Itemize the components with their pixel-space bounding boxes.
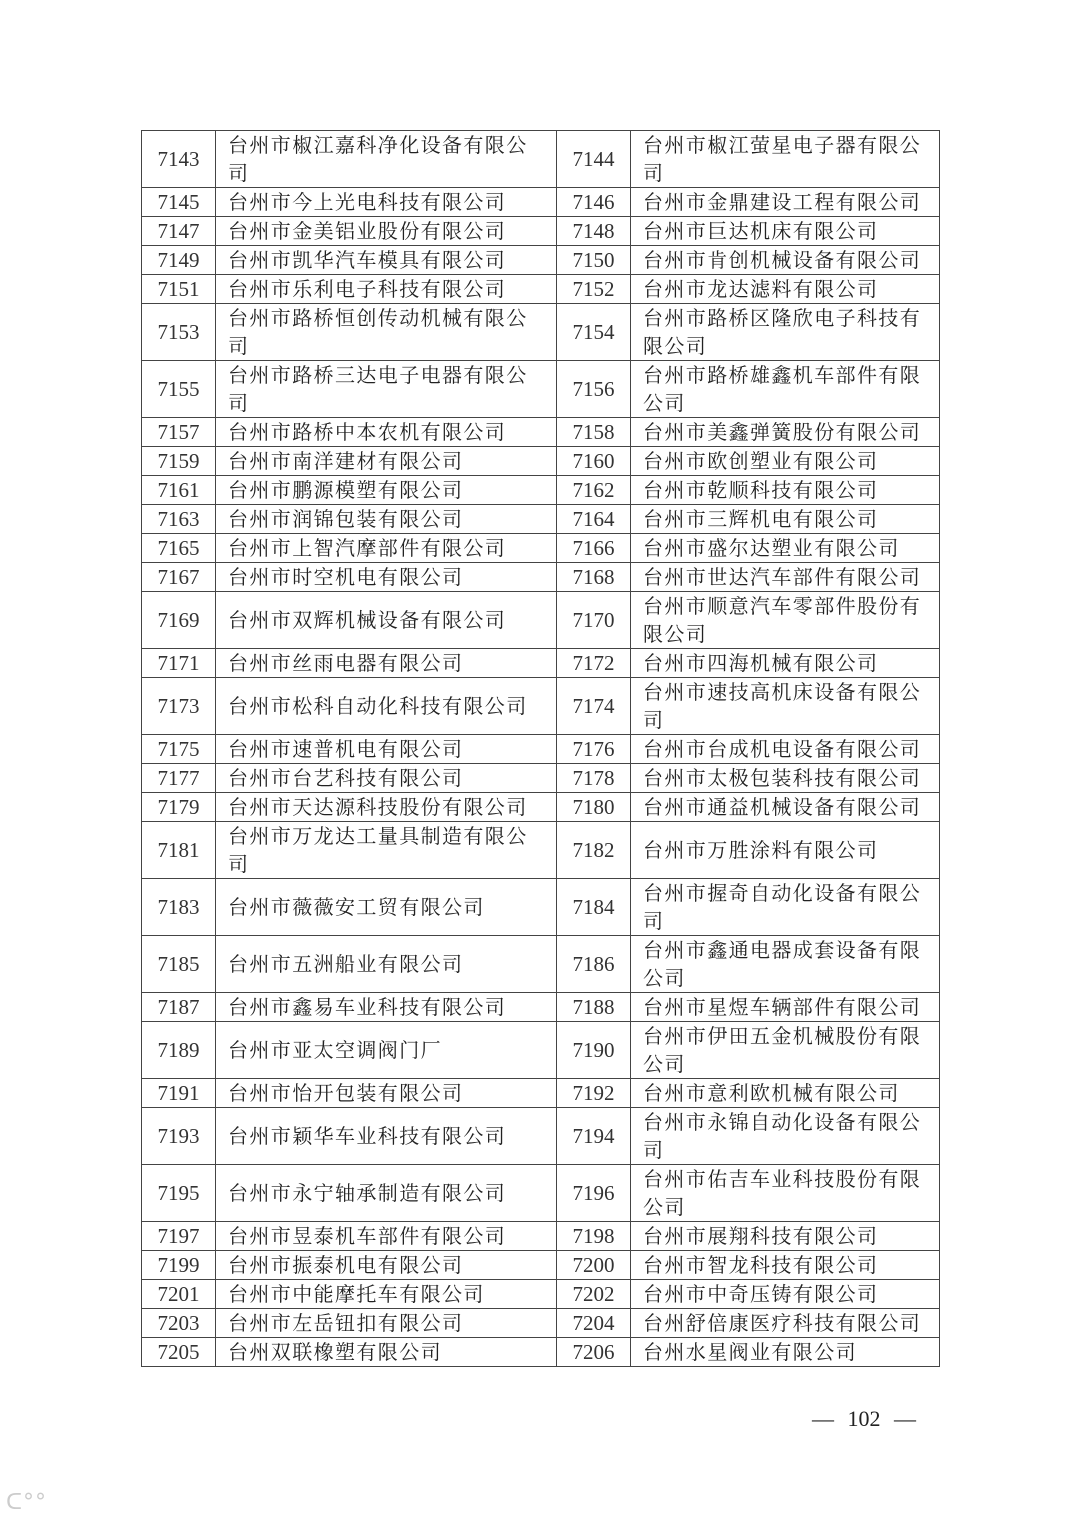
company-name: 台州市亚太空调阀门厂: [228, 1038, 442, 1062]
table-row: [142, 476, 940, 505]
entry-number: 7179: [142, 793, 216, 822]
company-name: 台州市丝雨电器有限公司: [228, 651, 464, 675]
company-name-cell: [216, 304, 557, 361]
company-name-cell: [631, 993, 940, 1022]
entry-number: 7181: [142, 822, 216, 879]
company-name-cell: [631, 418, 940, 447]
watermark-logo: [6, 1490, 47, 1515]
company-name: 台州市意利欧机械有限公司: [643, 1081, 900, 1105]
entry-number: 7206: [557, 1338, 631, 1367]
company-name: 台州市佑吉车业科技股份有限公司: [643, 1167, 922, 1219]
table-row: [142, 217, 940, 246]
company-name-cell: [631, 649, 940, 678]
table-row: [142, 592, 940, 649]
entry-number: 7155: [142, 361, 216, 418]
company-name: 台州市乐利电子科技有限公司: [228, 277, 507, 301]
company-name-cell: [216, 1309, 557, 1338]
company-name: 台州市美鑫弹簧股份有限公司: [643, 420, 922, 444]
company-list-table: [141, 130, 940, 1367]
company-name-cell: [216, 1280, 557, 1309]
company-name: 台州市肯创机械设备有限公司: [643, 248, 922, 272]
table-row: [142, 1309, 940, 1338]
entry-number: 7158: [557, 418, 631, 447]
company-name: 台州市路桥三达电子电器有限公司: [228, 363, 528, 415]
company-name-cell: [631, 1309, 940, 1338]
company-name: 台州市路桥雄鑫机车部件有限公司: [643, 363, 922, 415]
entry-number: 7194: [557, 1108, 631, 1165]
company-name-cell: [216, 592, 557, 649]
entry-number: 7156: [557, 361, 631, 418]
entry-number: 7202: [557, 1280, 631, 1309]
company-name: 台州市通益机械设备有限公司: [643, 795, 922, 819]
entry-number: 7173: [142, 678, 216, 735]
entry-number: 7172: [557, 649, 631, 678]
company-name-cell: [216, 1022, 557, 1079]
page-number: — 102 —: [812, 1406, 916, 1431]
table-row: [142, 1022, 940, 1079]
company-name-cell: [631, 1108, 940, 1165]
company-name: 台州市天达源科技股份有限公司: [228, 795, 528, 819]
entry-number: 7190: [557, 1022, 631, 1079]
company-name-cell: [631, 764, 940, 793]
company-name-cell: [631, 879, 940, 936]
table-row: [142, 188, 940, 217]
table-row: [142, 534, 940, 563]
company-name: 台州市顺意汽车零部件股份有限公司: [643, 594, 922, 646]
company-name-cell: [216, 1222, 557, 1251]
company-name: 台州市太极包装科技有限公司: [643, 766, 922, 790]
company-name: 台州市欧创塑业有限公司: [643, 449, 879, 473]
entry-number: 7163: [142, 505, 216, 534]
company-name-cell: [216, 217, 557, 246]
company-name-cell: [631, 793, 940, 822]
company-name: 台州市永锦自动化设备有限公司: [643, 1110, 922, 1162]
company-name-cell: [216, 793, 557, 822]
company-name: 台州市速技高机床设备有限公司: [643, 680, 922, 732]
company-name-cell: [216, 275, 557, 304]
entry-number: 7203: [142, 1309, 216, 1338]
entry-number: 7164: [557, 505, 631, 534]
company-name: 台州市展翔科技有限公司: [643, 1224, 879, 1248]
company-name: 台州市鹏源模塑有限公司: [228, 478, 464, 502]
entry-number: 7145: [142, 188, 216, 217]
entry-number: 7197: [142, 1222, 216, 1251]
company-name: 台州市颖华车业科技有限公司: [228, 1124, 507, 1148]
entry-number: 7199: [142, 1251, 216, 1280]
entry-number: 7196: [557, 1165, 631, 1222]
company-name-cell: [631, 678, 940, 735]
company-name: 台州市星煜车辆部件有限公司: [643, 995, 922, 1019]
company-name: 台州市怡开包装有限公司: [228, 1081, 464, 1105]
company-name: 台州市鑫易车业科技有限公司: [228, 995, 507, 1019]
entry-number: 7187: [142, 993, 216, 1022]
company-name: 台州市椒江萤星电子器有限公司: [643, 133, 922, 185]
company-name-cell: [631, 505, 940, 534]
company-name-cell: [216, 1251, 557, 1280]
company-name-cell: [216, 1338, 557, 1367]
table-row: [142, 361, 940, 418]
company-name-cell: [216, 879, 557, 936]
entry-number: 7171: [142, 649, 216, 678]
company-name: 台州市南洋建材有限公司: [228, 449, 464, 473]
entry-number: 7180: [557, 793, 631, 822]
entry-number: 7189: [142, 1022, 216, 1079]
company-name: 台州市伊田五金机械股份有限公司: [643, 1024, 922, 1076]
company-name: 台州市智龙科技有限公司: [643, 1253, 879, 1277]
company-name: 台州市振泰机电有限公司: [228, 1253, 464, 1277]
company-name-cell: [631, 822, 940, 879]
company-name-cell: [216, 563, 557, 592]
company-name: 台州市金鼎建设工程有限公司: [643, 190, 922, 214]
entry-number: 7150: [557, 246, 631, 275]
table-row: [142, 1338, 940, 1367]
entry-number: 7157: [142, 418, 216, 447]
company-name: 台州市台艺科技有限公司: [228, 766, 464, 790]
company-name-cell: [216, 418, 557, 447]
company-name: 台州市万胜涂料有限公司: [643, 838, 879, 862]
table-row: [142, 1108, 940, 1165]
entry-number: 7149: [142, 246, 216, 275]
table-row: [142, 1079, 940, 1108]
entry-number: 7146: [557, 188, 631, 217]
entry-number: 7186: [557, 936, 631, 993]
company-name: 台州市松科自动化科技有限公司: [228, 694, 528, 718]
company-name-cell: [216, 649, 557, 678]
company-name: 台州市路桥中本农机有限公司: [228, 420, 507, 444]
entry-number: 7165: [142, 534, 216, 563]
entry-number: 7162: [557, 476, 631, 505]
company-name: 台州市乾顺科技有限公司: [643, 478, 879, 502]
table-row: [142, 418, 940, 447]
company-name-cell: [631, 217, 940, 246]
entry-number: 7170: [557, 592, 631, 649]
company-name-cell: [216, 1079, 557, 1108]
table-row: [142, 246, 940, 275]
entry-number: 7183: [142, 879, 216, 936]
company-name-cell: [216, 735, 557, 764]
company-name-cell: [216, 447, 557, 476]
entry-number: 7176: [557, 735, 631, 764]
table-row: [142, 764, 940, 793]
company-name: 台州市三辉机电有限公司: [643, 507, 879, 531]
company-name-cell: [216, 534, 557, 563]
company-name-cell: [631, 476, 940, 505]
company-name-cell: [631, 1338, 940, 1367]
company-name: 台州市金美铝业股份有限公司: [228, 219, 507, 243]
company-name: 台州市时空机电有限公司: [228, 565, 464, 589]
company-name-cell: [631, 304, 940, 361]
company-name-cell: [631, 1222, 940, 1251]
table-row: [142, 131, 940, 188]
company-name-cell: [631, 936, 940, 993]
company-name-cell: [216, 505, 557, 534]
company-name: 台州市世达汽车部件有限公司: [643, 565, 922, 589]
table-row: [142, 505, 940, 534]
company-name-cell: [631, 592, 940, 649]
company-name-cell: [216, 361, 557, 418]
entry-number: 7182: [557, 822, 631, 879]
table-row: [142, 822, 940, 879]
company-name-cell: [631, 447, 940, 476]
entry-number: 7161: [142, 476, 216, 505]
company-name-cell: [216, 246, 557, 275]
entry-number: 7160: [557, 447, 631, 476]
company-name-cell: [631, 1165, 940, 1222]
entry-number: 7188: [557, 993, 631, 1022]
company-name-cell: [631, 131, 940, 188]
entry-number: 7191: [142, 1079, 216, 1108]
company-name-cell: [631, 735, 940, 764]
company-name: 台州市中奇压铸有限公司: [643, 1282, 879, 1306]
watermark-icon: ᑕ°°: [6, 1490, 48, 1515]
company-name: 台州市永宁轴承制造有限公司: [228, 1181, 507, 1205]
company-name: 台州市椒江嘉科净化设备有限公司: [228, 133, 528, 185]
company-name: 台州市左岳钮扣有限公司: [228, 1311, 464, 1335]
company-name: 台州市盛尔达塑业有限公司: [643, 536, 900, 560]
company-name: 台州市台成机电设备有限公司: [643, 737, 922, 761]
entry-number: 7159: [142, 447, 216, 476]
entry-number: 7198: [557, 1222, 631, 1251]
entry-number: 7167: [142, 563, 216, 592]
table-row: [142, 793, 940, 822]
entry-number: 7193: [142, 1108, 216, 1165]
entry-number: 7153: [142, 304, 216, 361]
table-row: [142, 1251, 940, 1280]
table-body: [142, 131, 940, 1367]
company-name: 台州市薇薇安工贸有限公司: [228, 895, 485, 919]
company-name: 台州市五洲船业有限公司: [228, 952, 464, 976]
entry-number: 7144: [557, 131, 631, 188]
company-name-cell: [216, 1108, 557, 1165]
company-name: 台州市今上光电科技有限公司: [228, 190, 507, 214]
company-name-cell: [631, 361, 940, 418]
company-name: 台州市四海机械有限公司: [643, 651, 879, 675]
table-row: [142, 563, 940, 592]
entry-number: 7178: [557, 764, 631, 793]
company-name: 台州市路桥恒创传动机械有限公司: [228, 306, 528, 358]
company-name-cell: [216, 131, 557, 188]
company-name-cell: [216, 936, 557, 993]
company-name: 台州市双辉机械设备有限公司: [228, 608, 507, 632]
entry-number: 7147: [142, 217, 216, 246]
company-name-cell: [631, 1079, 940, 1108]
entry-number: 7201: [142, 1280, 216, 1309]
company-name: 台州市润锦包装有限公司: [228, 507, 464, 531]
company-name: 台州双联橡塑有限公司: [228, 1340, 442, 1364]
company-name: 台州市万龙达工量具制造有限公司: [228, 824, 528, 876]
company-name: 台州水星阀业有限公司: [643, 1340, 857, 1364]
table-row: [142, 1280, 940, 1309]
company-name-cell: [216, 476, 557, 505]
entry-number: 7200: [557, 1251, 631, 1280]
entry-number: 7166: [557, 534, 631, 563]
company-name: 台州市路桥区隆欣电子科技有限公司: [643, 306, 922, 358]
entry-number: 7205: [142, 1338, 216, 1367]
company-name-cell: [216, 188, 557, 217]
entry-number: 7169: [142, 592, 216, 649]
company-name: 台州市龙达滤料有限公司: [643, 277, 879, 301]
entry-number: 7185: [142, 936, 216, 993]
company-name-cell: [631, 1251, 940, 1280]
company-name-cell: [631, 1280, 940, 1309]
entry-number: 7151: [142, 275, 216, 304]
table-row: [142, 735, 940, 764]
entry-number: 7204: [557, 1309, 631, 1338]
company-name-cell: [216, 822, 557, 879]
table-row: [142, 649, 940, 678]
entry-number: 7192: [557, 1079, 631, 1108]
company-name-cell: [216, 764, 557, 793]
company-name-cell: [631, 188, 940, 217]
table-row: [142, 304, 940, 361]
table-row: [142, 1222, 940, 1251]
entry-number: 7152: [557, 275, 631, 304]
table-row: [142, 447, 940, 476]
company-name: 台州市中能摩托车有限公司: [228, 1282, 485, 1306]
table-row: [142, 936, 940, 993]
company-name-cell: [631, 246, 940, 275]
entry-number: 7195: [142, 1165, 216, 1222]
table-row: [142, 879, 940, 936]
company-name-cell: [631, 275, 940, 304]
company-name-cell: [631, 563, 940, 592]
company-name: 台州舒倍康医疗科技有限公司: [643, 1311, 922, 1335]
company-name-cell: [216, 678, 557, 735]
company-name-cell: [631, 534, 940, 563]
company-name: 台州市凯华汽车模具有限公司: [228, 248, 507, 272]
company-name: 台州市上智汽摩部件有限公司: [228, 536, 507, 560]
entry-number: 7154: [557, 304, 631, 361]
company-name-cell: [631, 1022, 940, 1079]
table-row: [142, 275, 940, 304]
table-row: [142, 993, 940, 1022]
table-row: [142, 1165, 940, 1222]
table-row: [142, 678, 940, 735]
entry-number: 7143: [142, 131, 216, 188]
company-name: 台州市巨达机床有限公司: [643, 219, 879, 243]
company-name: 台州市昱泰机车部件有限公司: [228, 1224, 507, 1248]
entry-number: 7174: [557, 678, 631, 735]
entry-number: 7177: [142, 764, 216, 793]
entry-number: 7184: [557, 879, 631, 936]
company-name: 台州市速普机电有限公司: [228, 737, 464, 761]
company-name: 台州市鑫通电器成套设备有限公司: [643, 938, 922, 990]
company-name-cell: [216, 993, 557, 1022]
company-name-cell: [216, 1165, 557, 1222]
entry-number: 7148: [557, 217, 631, 246]
company-name: 台州市握奇自动化设备有限公司: [643, 881, 922, 933]
entry-number: 7175: [142, 735, 216, 764]
entry-number: 7168: [557, 563, 631, 592]
